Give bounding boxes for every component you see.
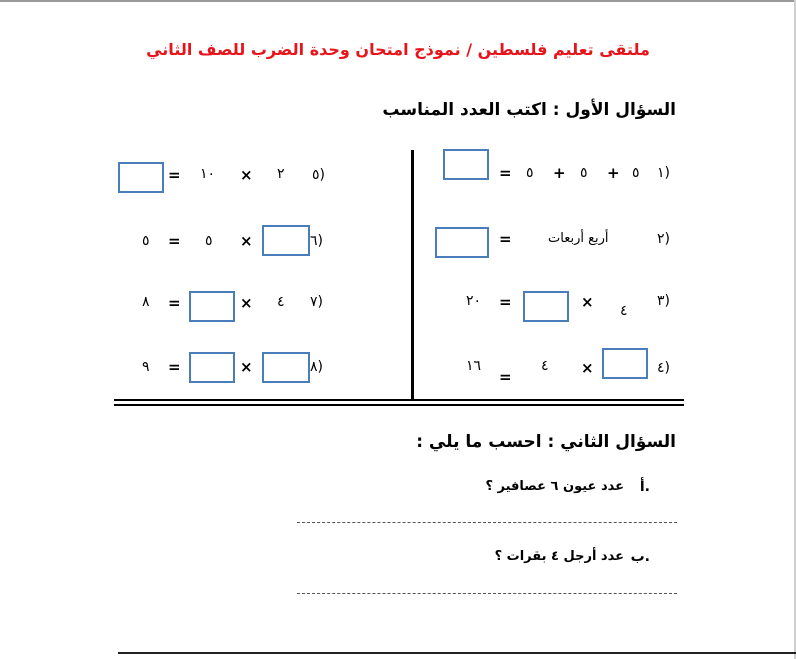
item-4-operand: ٤ xyxy=(541,358,549,374)
item-5-operand-2: ١٠ xyxy=(200,166,216,182)
part-a-letter: أ. xyxy=(639,479,650,495)
page-top-border xyxy=(0,0,796,2)
item-1-answer-box[interactable] xyxy=(443,149,489,180)
item-4-times: × xyxy=(581,359,594,377)
item-7-operand: ٤ xyxy=(277,294,285,310)
item-6-answer-box[interactable] xyxy=(262,225,310,256)
column-divider xyxy=(411,150,414,399)
item-3-equals: = xyxy=(499,293,512,311)
item-4-number: ٤) xyxy=(657,360,670,376)
part-a-answer-line[interactable] xyxy=(297,522,677,523)
item-5-number: ٥) xyxy=(312,167,325,183)
item-4-result: ١٦ xyxy=(466,358,482,374)
item-3-result: ٢٠ xyxy=(466,293,482,309)
item-5-times: × xyxy=(240,166,253,184)
section-separator-line-2 xyxy=(114,404,684,406)
item-4-equals: = xyxy=(499,368,512,386)
item-1-plus-1: + xyxy=(607,164,620,182)
item-2-answer-box[interactable] xyxy=(435,227,489,258)
item-7-equals: = xyxy=(168,294,181,312)
item-2-number: ٢) xyxy=(657,231,670,247)
item-8-result: ٩ xyxy=(142,359,150,375)
item-3-answer-box[interactable] xyxy=(523,291,569,322)
item-1-equals: = xyxy=(499,164,512,182)
item-6-operand: ٥ xyxy=(205,233,213,249)
item-8-answer-box-1[interactable] xyxy=(262,352,310,383)
part-b-letter: ب. xyxy=(630,549,650,565)
item-1-number: ١) xyxy=(657,165,670,181)
question-one-heading: السؤال الأول : اكتب العدد المناسب xyxy=(382,100,676,120)
item-3-operand: ٤ xyxy=(620,303,628,319)
item-5-operand-1: ٢ xyxy=(277,166,285,182)
item-4-answer-box[interactable] xyxy=(602,348,648,379)
page-bottom-line xyxy=(118,652,796,654)
item-6-equals: = xyxy=(168,232,181,250)
item-8-equals: = xyxy=(168,358,181,376)
item-5-answer-box[interactable] xyxy=(118,162,164,193)
part-a-question: عدد عيون ٦ عصافير ؟ xyxy=(485,479,624,494)
item-7-times: × xyxy=(240,294,253,312)
part-b-answer-line[interactable] xyxy=(297,593,677,594)
item-1-operand-3: ٥ xyxy=(526,165,534,181)
item-8-times: × xyxy=(240,358,253,376)
item-2-equals: = xyxy=(499,230,512,248)
worksheet-title: ملتقى تعليم فلسطين / نموذج امتحان وحدة الضرب للصف الثاني xyxy=(146,40,650,59)
item-5-equals: = xyxy=(168,166,181,184)
item-1-plus-2: + xyxy=(553,164,566,182)
item-8-answer-box-2[interactable] xyxy=(189,352,235,383)
item-7-number: ٧) xyxy=(310,294,323,310)
item-2-words: أربع أربعات xyxy=(548,231,609,246)
item-7-answer-box[interactable] xyxy=(189,291,235,322)
item-1-operand-2: ٥ xyxy=(580,165,588,181)
item-3-times: × xyxy=(581,293,594,311)
section-separator-line-1 xyxy=(114,399,684,401)
item-3-number: ٣) xyxy=(657,293,670,309)
question-two-heading: السؤال الثاني : احسب ما يلي : xyxy=(416,432,676,452)
item-7-result: ٨ xyxy=(142,294,150,310)
item-8-number: ٨) xyxy=(310,359,323,375)
item-1-operand-1: ٥ xyxy=(632,165,640,181)
item-6-result: ٥ xyxy=(142,233,150,249)
item-6-times: × xyxy=(240,232,253,250)
item-6-number: ٦) xyxy=(310,233,323,249)
part-b-question: عدد أرجل ٤ بقرات ؟ xyxy=(494,549,624,564)
